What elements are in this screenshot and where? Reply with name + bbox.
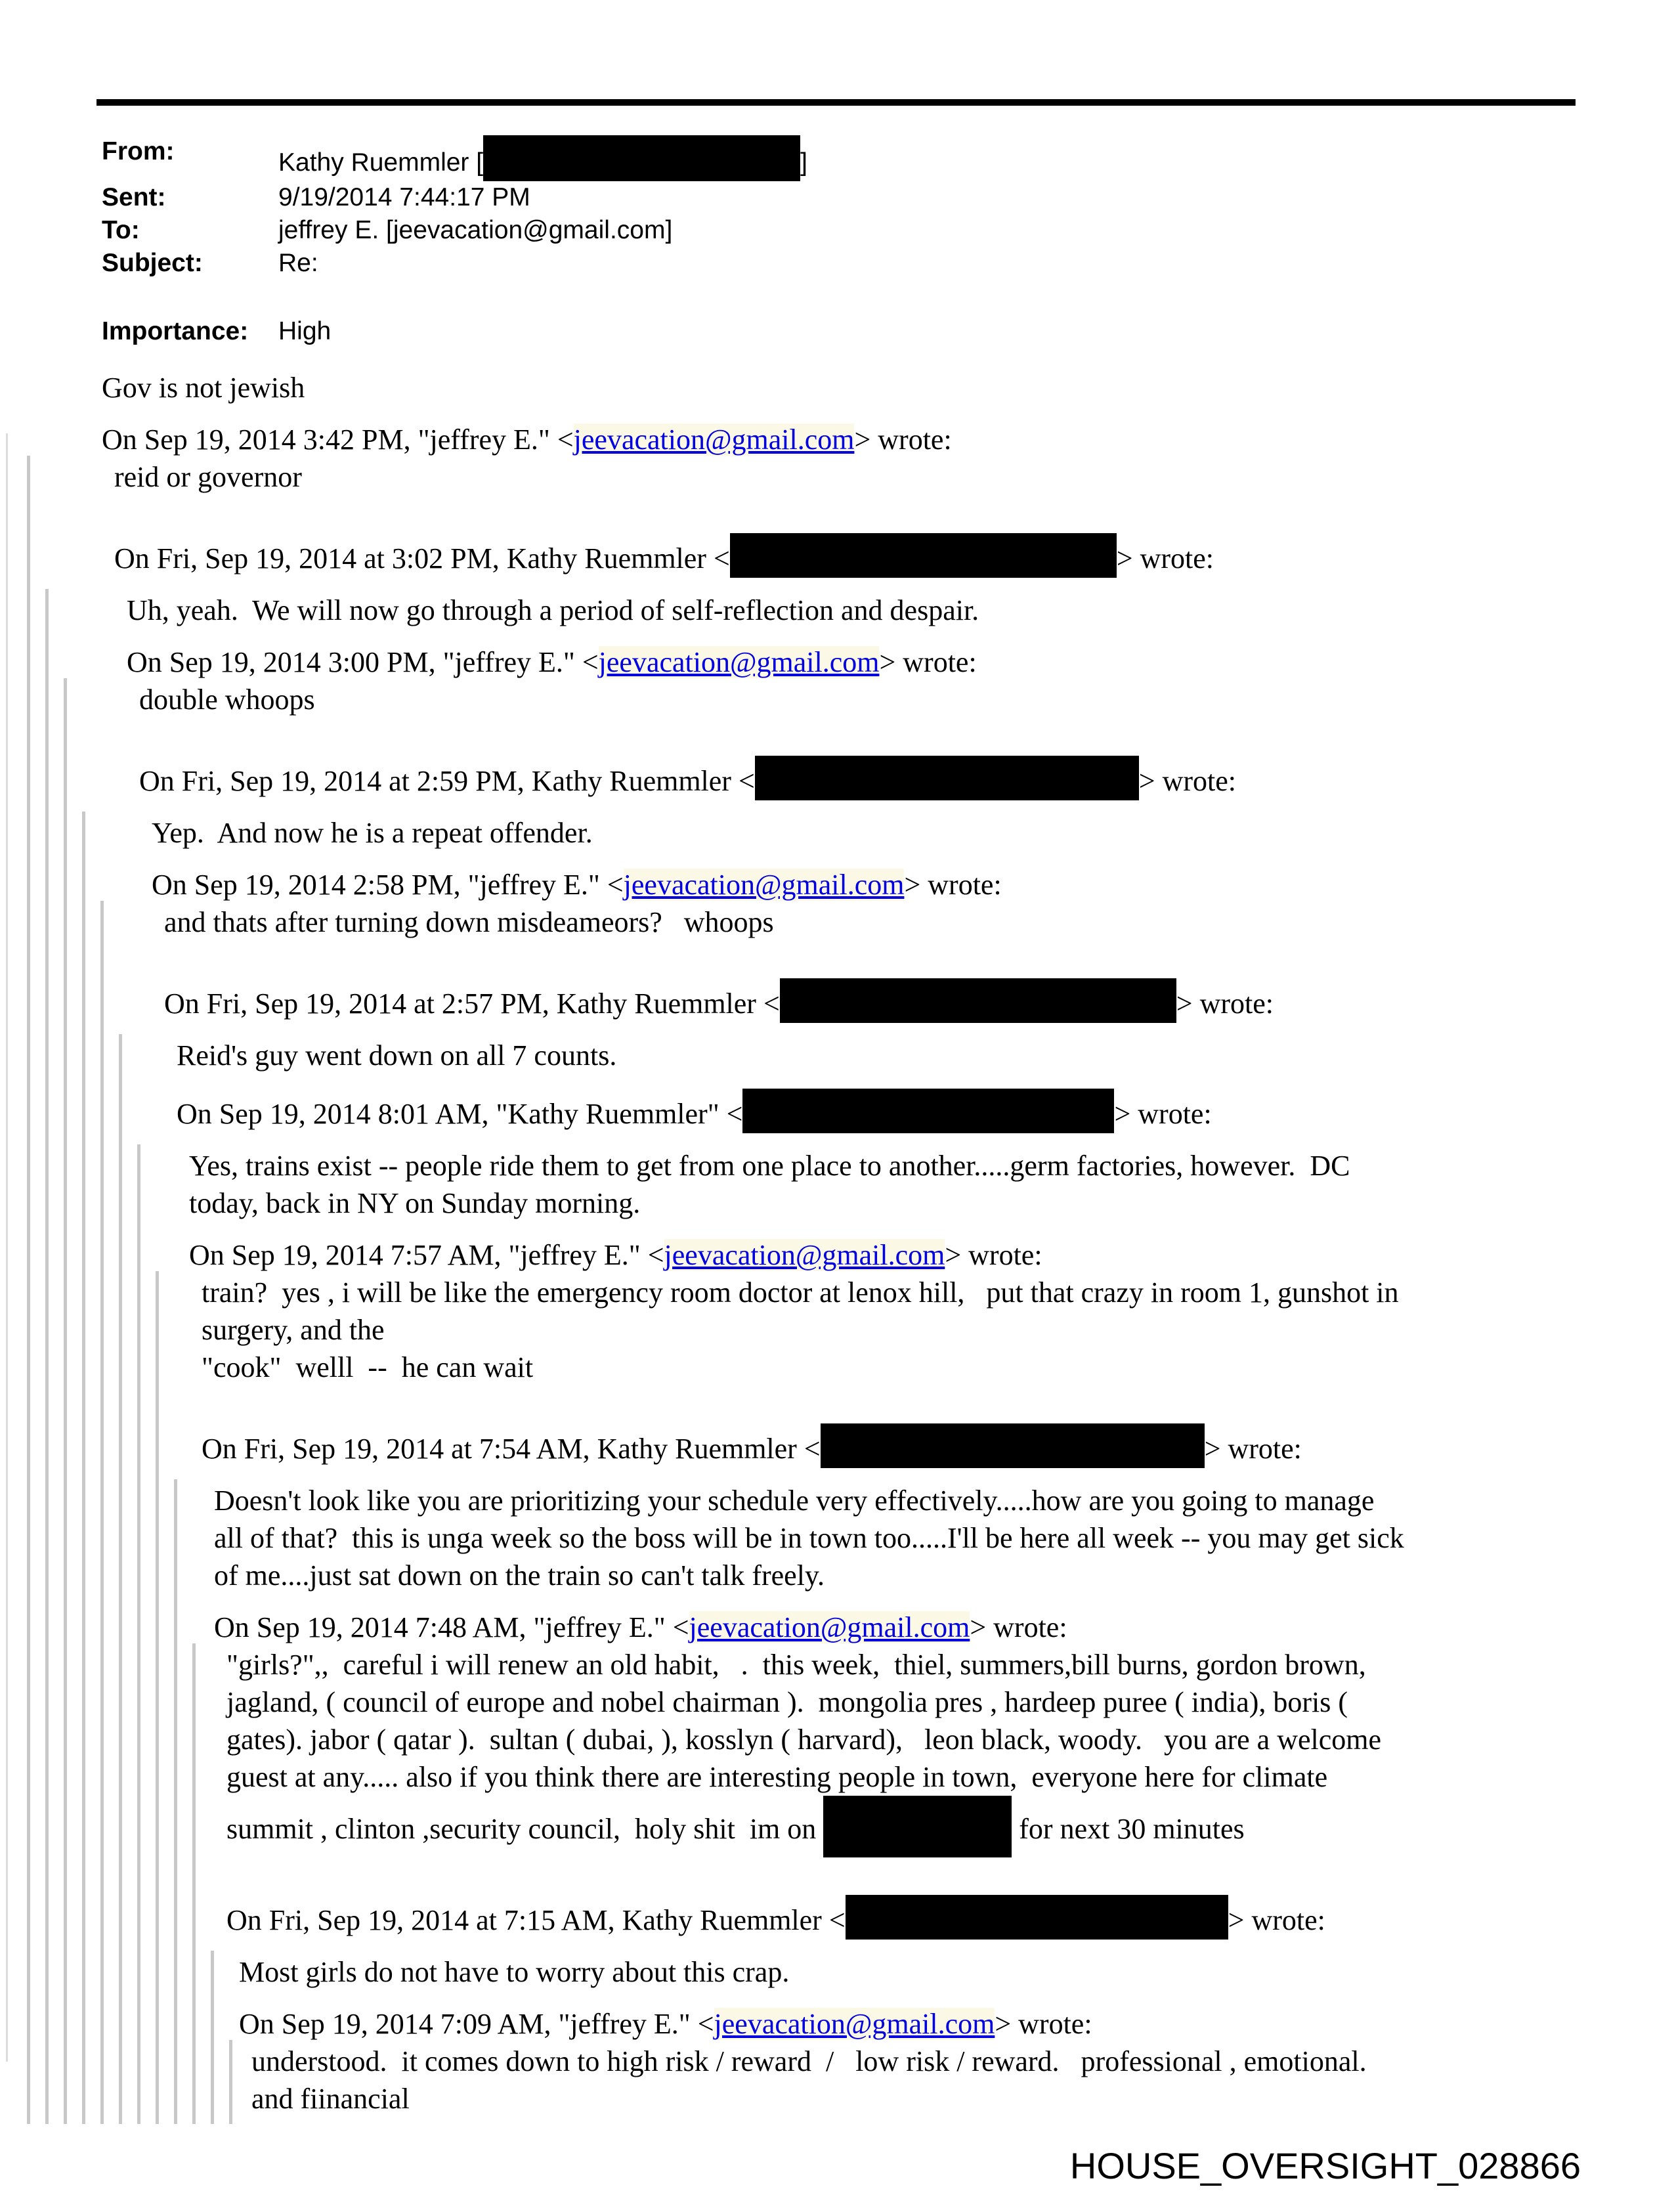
sent-value: 9/19/2014 7:44:17 PM bbox=[278, 183, 530, 211]
attribution-prefix: On Sep 19, 2014 2:58 PM, "jeffrey E." < bbox=[152, 869, 624, 901]
attribution-line bbox=[152, 866, 1602, 903]
bates-stamp: HOUSE_OVERSIGHT_028866 bbox=[1069, 2145, 1581, 2186]
attribution-line bbox=[139, 756, 1602, 800]
message-body-line: Gov is not jewish bbox=[102, 372, 305, 404]
subject-label: Subject: bbox=[102, 249, 203, 277]
header-row-sent bbox=[102, 181, 807, 214]
quote-block-level-11 bbox=[239, 1953, 1602, 2117]
message-text-segment: summit , clinton ,security council, holy shit im on bbox=[226, 1813, 824, 1845]
attribution-suffix: > wrote: bbox=[945, 1239, 1042, 1271]
attribution-line bbox=[114, 533, 1602, 578]
message-body-line: guest at any..... also if you think there are interesting people in town, everyone here for climate bbox=[226, 1761, 1328, 1793]
message-body-line: and thats after turning down misdeameors? whoops bbox=[164, 906, 774, 938]
redaction-bar bbox=[821, 1423, 1205, 1468]
attribution-suffix: > wrote: bbox=[1204, 1433, 1302, 1465]
attribution-line bbox=[177, 1089, 1602, 1133]
message-body-line: "girls?",, careful i will renew an old habit, . this week, thiel, summers,bill burns, gordon brown, bbox=[226, 1649, 1366, 1681]
message-body-line: Yep. And now he is a repeat offender. bbox=[152, 817, 593, 849]
message-body-line: surgery, and the bbox=[202, 1314, 385, 1346]
message-body-line: Yes, trains exist -- people ride them to get from one place to another.....germ factories, however. DC bbox=[189, 1150, 1350, 1182]
subject-value: Re: bbox=[278, 249, 318, 277]
quote-block-level-8 bbox=[202, 1274, 1602, 2117]
from-label: From: bbox=[102, 137, 175, 165]
attribution-prefix: On Sep 19, 2014 3:42 PM, "jeffrey E." < bbox=[102, 423, 574, 456]
attribution-suffix: > wrote: bbox=[879, 646, 977, 678]
message-body-line: and fiinancial bbox=[251, 2083, 410, 2115]
email-address-link[interactable]: jeevacation@gmail.com bbox=[573, 423, 855, 456]
from-value-suffix: ] bbox=[800, 148, 807, 177]
redaction-bar bbox=[846, 1895, 1228, 1940]
redaction-bar bbox=[730, 533, 1117, 578]
quote-block-level-6 bbox=[177, 1037, 1602, 2117]
message-body-line: of me....just sat down on the train so can't talk freely. bbox=[214, 1559, 825, 1592]
message-body-line: gates). jabor ( qatar ). sultan ( dubai, ), kosslyn ( harvard), leon black, woody. you are a welcome bbox=[226, 1724, 1382, 1756]
to-label: To: bbox=[102, 216, 140, 244]
importance-label: Importance: bbox=[102, 317, 249, 345]
message-body-line: train? yes , i will be like the emergency room doctor at lenox hill, put that crazy in room 1, gunshot in bbox=[202, 1276, 1399, 1309]
message-body-line: Most girls do not have to worry about this crap. bbox=[239, 1956, 790, 1988]
attribution-prefix: On Sep 19, 2014 8:01 AM, "Kathy Ruemmler" < bbox=[177, 1098, 743, 1130]
attribution-line bbox=[164, 978, 1602, 1023]
email-address-link[interactable]: jeevacation@gmail.com bbox=[598, 646, 880, 678]
attribution-prefix: On Sep 19, 2014 7:09 AM, "jeffrey E." < bbox=[239, 2008, 714, 2040]
importance-value: High bbox=[278, 317, 332, 345]
header-row-from bbox=[102, 135, 807, 181]
message-body-line: understood. it comes down to high risk / reward / low risk / reward. professional , emotional. bbox=[251, 2045, 1367, 2077]
quote-block-level-4 bbox=[152, 814, 1602, 2117]
email-body bbox=[102, 369, 1602, 2117]
from-redaction-bar bbox=[483, 135, 800, 181]
attribution-line bbox=[102, 421, 1602, 458]
attribution-suffix: > wrote: bbox=[970, 1611, 1067, 1643]
redaction-bar bbox=[742, 1089, 1114, 1133]
message-body-line: "cook" welll -- he can wait bbox=[202, 1351, 534, 1383]
email-address-link[interactable]: jeevacation@gmail.com bbox=[714, 2008, 995, 2040]
attribution-prefix: On Fri, Sep 19, 2014 at 3:02 PM, Kathy Ruemmler < bbox=[114, 542, 730, 575]
quote-block-level-2 bbox=[127, 592, 1602, 2117]
quote-block-level-1 bbox=[114, 458, 1602, 2117]
attribution-prefix: On Sep 19, 2014 3:00 PM, "jeffrey E." < bbox=[127, 646, 599, 678]
message-body-line bbox=[226, 1796, 1602, 1857]
email-address-link[interactable]: jeevacation@gmail.com bbox=[689, 1611, 970, 1643]
message-body-line: Uh, yeah. We will now go through a period of self-reflection and despair. bbox=[127, 594, 979, 626]
to-value: jeffrey E. [jeevacation@gmail.com] bbox=[278, 216, 673, 244]
message-body-line: today, back in NY on Sunday morning. bbox=[189, 1187, 641, 1219]
from-value bbox=[278, 135, 807, 181]
message-text-segment: for next 30 minutes bbox=[1012, 1813, 1245, 1845]
message-body-line: Doesn't look like you are prioritizing your schedule very effectively.....how are you going to manage bbox=[214, 1485, 1375, 1517]
attribution-line bbox=[239, 2005, 1602, 2043]
attribution-line bbox=[214, 1609, 1602, 1646]
email-header bbox=[102, 135, 807, 348]
attribution-suffix: > wrote: bbox=[904, 869, 1002, 901]
header-row-subject bbox=[102, 247, 807, 280]
redaction-bar bbox=[823, 1796, 1012, 1857]
email-address-link[interactable]: jeevacation@gmail.com bbox=[623, 869, 905, 901]
message-body-line: Reid's guy went down on all 7 counts. bbox=[177, 1039, 617, 1072]
attribution-suffix: > wrote: bbox=[1176, 987, 1274, 1020]
sent-label: Sent: bbox=[102, 183, 166, 211]
attribution-prefix: On Sep 19, 2014 7:57 AM, "jeffrey E." < bbox=[189, 1239, 664, 1271]
quote-block-level-10 bbox=[226, 1646, 1602, 2117]
redaction-bar bbox=[755, 756, 1139, 800]
redaction-bar bbox=[780, 978, 1176, 1023]
header-row-to bbox=[102, 214, 807, 247]
quote-block-level-5 bbox=[164, 903, 1602, 2117]
message-body-line: reid or governor bbox=[114, 461, 302, 493]
top-rule bbox=[97, 99, 1576, 106]
attribution-prefix: On Fri, Sep 19, 2014 at 7:54 AM, Kathy Ruemmler < bbox=[202, 1433, 821, 1465]
attribution-suffix: > wrote: bbox=[1228, 1904, 1325, 1936]
attribution-line bbox=[127, 643, 1602, 681]
attribution-suffix: > wrote: bbox=[995, 2008, 1092, 2040]
attribution-prefix: On Fri, Sep 19, 2014 at 2:57 PM, Kathy Ruemmler < bbox=[164, 987, 780, 1020]
scan-edge-artifact bbox=[6, 433, 8, 2062]
attribution-suffix: > wrote: bbox=[1116, 542, 1214, 575]
email-address-link[interactable]: jeevacation@gmail.com bbox=[664, 1239, 945, 1271]
from-value-prefix: Kathy Ruemmler [ bbox=[278, 148, 484, 177]
attribution-prefix: On Fri, Sep 19, 2014 at 7:15 AM, Kathy Ruemmler < bbox=[226, 1904, 846, 1936]
quote-block-level-7 bbox=[189, 1147, 1602, 2117]
quote-block-level-12 bbox=[251, 2043, 1602, 2117]
header-row-importance bbox=[102, 315, 807, 348]
message-body-line: jagland, ( council of europe and nobel chairman ). mongolia pres , hardeep puree ( india), boris ( bbox=[226, 1686, 1348, 1718]
message-body-line: all of that? this is unga week so the boss will be in town too.....I'll be here all week -- you may get sick bbox=[214, 1522, 1404, 1554]
message-body-line: double whoops bbox=[139, 683, 315, 716]
quote-block-level-3 bbox=[139, 681, 1602, 2117]
attribution-line bbox=[189, 1236, 1602, 1274]
attribution-prefix: On Fri, Sep 19, 2014 at 2:59 PM, Kathy Ruemmler < bbox=[139, 765, 755, 797]
attribution-line bbox=[226, 1895, 1602, 1940]
attribution-suffix: > wrote: bbox=[854, 423, 952, 456]
quote-block-level-9 bbox=[214, 1482, 1602, 2117]
attribution-suffix: > wrote: bbox=[1138, 765, 1237, 797]
attribution-suffix: > wrote: bbox=[1114, 1098, 1212, 1130]
attribution-line bbox=[202, 1423, 1602, 1468]
attribution-prefix: On Sep 19, 2014 7:48 AM, "jeffrey E." < bbox=[214, 1611, 689, 1643]
